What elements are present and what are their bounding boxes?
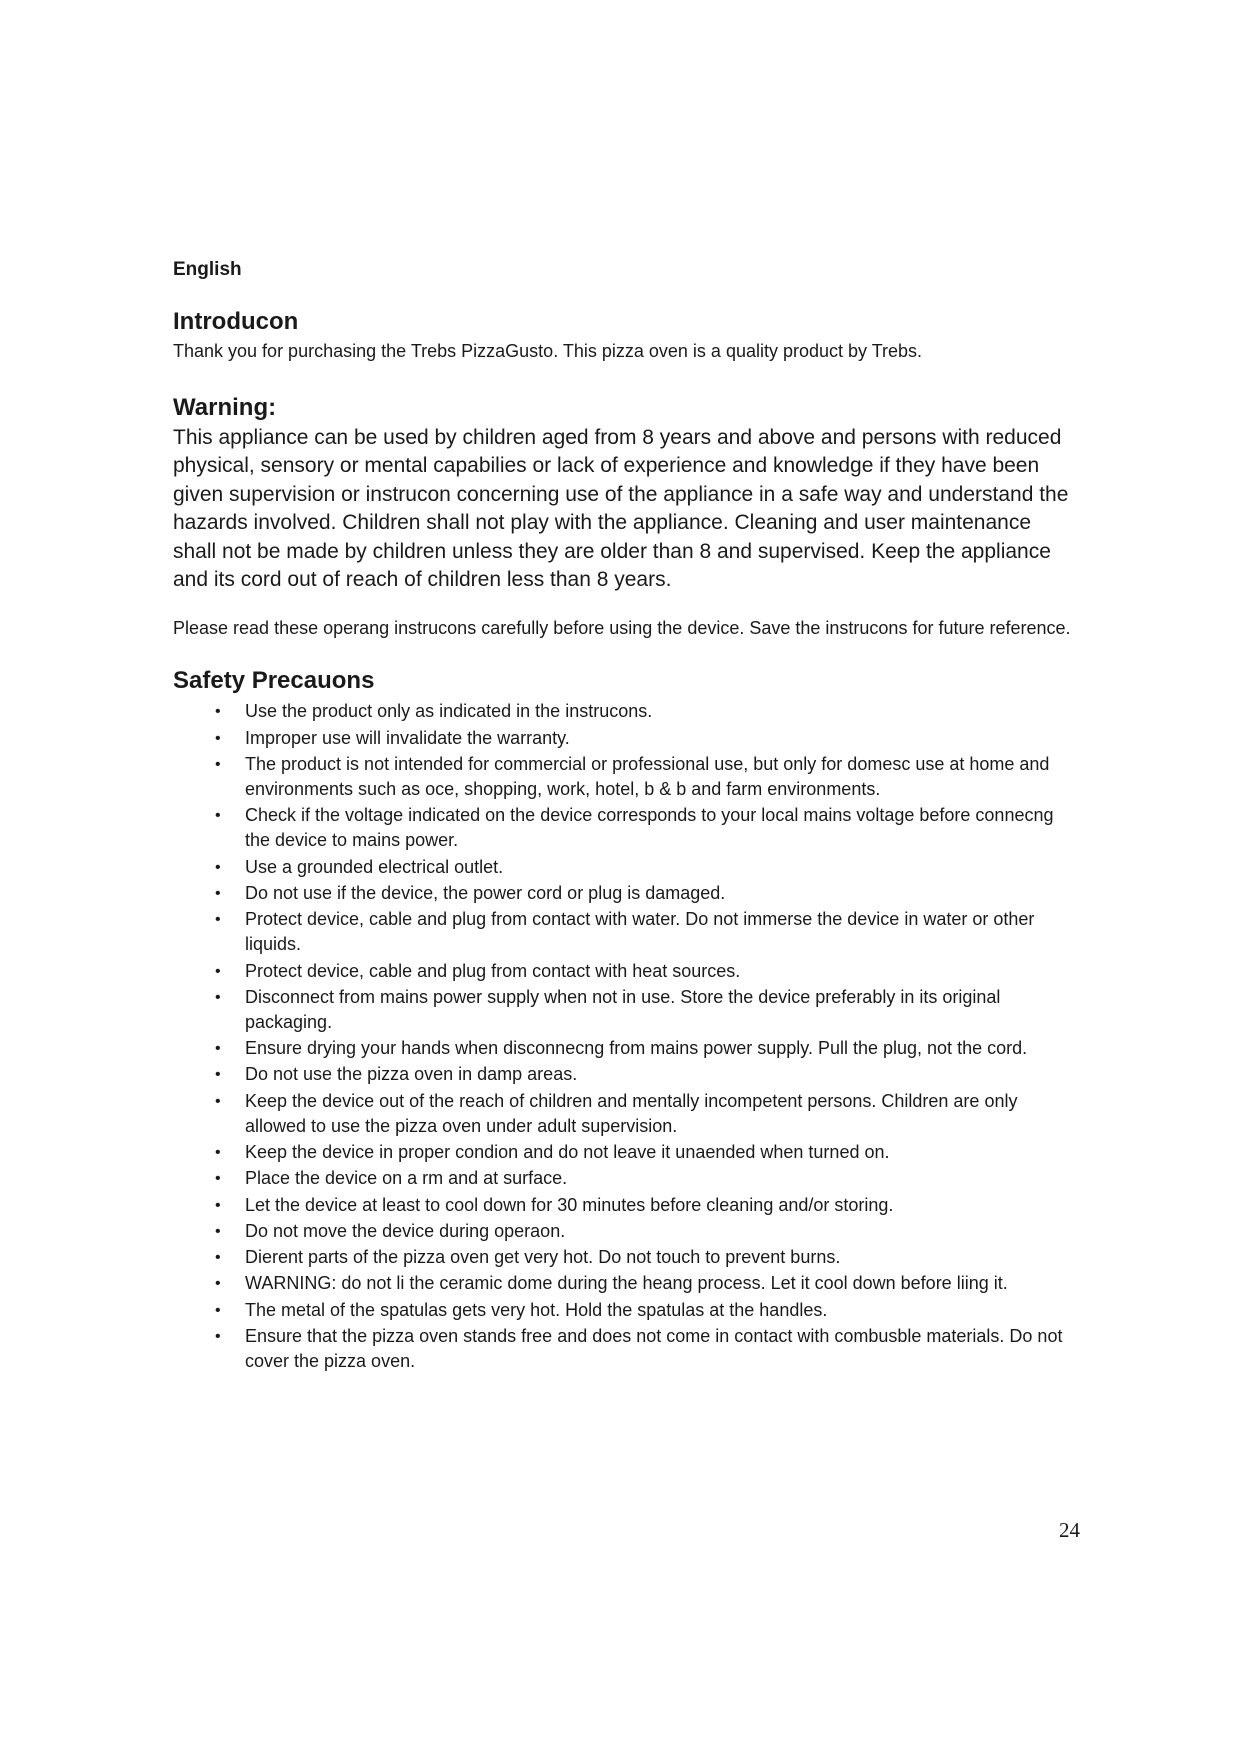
list-item xyxy=(215,1324,1073,1374)
bullet-icon: • xyxy=(215,1328,221,1346)
page-number: 24 xyxy=(1059,1518,1080,1542)
list-item xyxy=(215,959,1073,984)
bullet-icon: • xyxy=(215,1249,221,1267)
list-item-text: Let the device at least to cool down for 30 minutes before cleaning and/or storing. xyxy=(245,1194,894,1215)
list-item-text: Check if the voltage indicated on the device corresponds to your local mains voltage before connecng the device to mains power. xyxy=(245,805,1054,851)
introduction-text: Thank you for purchasing the Trebs PizzaGusto. This pizza oven is a quality product by Trebs. xyxy=(173,341,923,361)
safety-section xyxy=(173,665,1073,1374)
list-item xyxy=(215,1271,1073,1296)
list-item-text: Do not move the device during operaon. xyxy=(245,1220,566,1241)
warning-heading: Warning: xyxy=(173,394,277,421)
list-item xyxy=(215,699,1073,724)
list-item-text: Ensure drying your hands when disconnecng from mains power supply. Pull the plug, not the cord. xyxy=(245,1038,1028,1059)
bullet-icon: • xyxy=(215,884,221,902)
list-item xyxy=(215,855,1073,880)
list-item xyxy=(215,881,1073,906)
bullet-icon: • xyxy=(215,1144,221,1161)
introduction-section xyxy=(173,306,1073,364)
bullet-icon: • xyxy=(215,1066,221,1084)
list-item-text: Place the device on a rm and at surface. xyxy=(245,1168,568,1189)
bullet-icon: • xyxy=(215,1301,221,1319)
list-item xyxy=(215,1089,1073,1139)
list-item-text: Keep the device out of the reach of children and mentally incompetent persons. Children are only allowed to use the pizza oven under adult supervision. xyxy=(245,1090,1018,1136)
list-item xyxy=(215,1166,1073,1191)
list-item-text: Protect device, cable and plug from contact with water. Do not immerse the device in water or other liquids. xyxy=(245,909,1035,955)
bullet-icon: • xyxy=(215,911,221,929)
list-item xyxy=(215,726,1073,751)
list-item-text: Use the product only as indicated in the instrucons. xyxy=(245,701,653,722)
language-label: English xyxy=(173,259,242,280)
list-item-text: Keep the device in proper condion and do not leave it unaended when turned on. xyxy=(245,1142,890,1162)
list-item-text: Protect device, cable and plug from contact with heat sources. xyxy=(245,960,741,981)
bullet-icon: • xyxy=(215,1275,221,1293)
list-item-text: Ensure that the pizza oven stands free and does not come in contact with combusble materials. Do not cover the pizza oven. xyxy=(245,1326,1063,1372)
safety-heading: Safety Precauons xyxy=(173,667,375,695)
introduction-heading: Introducon xyxy=(173,308,299,335)
list-item-text: Improper use will invalidate the warranty. xyxy=(245,727,570,748)
bullet-icon: • xyxy=(215,729,221,747)
list-item xyxy=(215,907,1073,957)
bullet-icon: • xyxy=(215,1222,221,1240)
read-instructions-text: Please read these operang instrucons carefully before using the device. Save the instrucons for future reference. xyxy=(173,618,1071,639)
list-item-text: Use a grounded electrical outlet. xyxy=(245,856,504,877)
list-item xyxy=(215,803,1073,853)
bullet-icon: • xyxy=(215,807,221,825)
bullet-icon: • xyxy=(215,1196,221,1214)
list-item xyxy=(215,1245,1073,1270)
warning-text: This appliance can be used by children aged from 8 years and above and persons with reduced physical, sensory or mental capabilies or lack of experience and knowledge if they have been given supervision or instrucon concerning use of the appliance in a safe way and understand the hazards involved. Children shall not play with the appliance. Cleaning and user maintenance shall not be made by children unless they are older than 8 and supervised. Keep the appliance and its cord out of reach of children less than 8 years. xyxy=(173,426,1069,592)
safety-precautions-list xyxy=(173,699,1073,1374)
bullet-icon: • xyxy=(215,962,221,980)
list-item xyxy=(215,1140,1073,1165)
bullet-icon: • xyxy=(215,703,221,721)
bullet-icon: • xyxy=(215,988,221,1006)
list-item-text: Dierent parts of the pizza oven get very hot. Do not touch to prevent burns. xyxy=(245,1247,841,1268)
list-item-text: The product is not intended for commercial or professional use, but only for domesc use at home and environments such as oce, shopping, work, hotel, b & b and farm environments. xyxy=(245,754,1050,800)
list-item-text: WARNING: do not li the ceramic dome during the heang process. Let it cool down before liing it. xyxy=(245,1273,1008,1294)
list-item xyxy=(215,1219,1073,1244)
bullet-icon: • xyxy=(215,1040,221,1058)
list-item-text: Do not use the pizza oven in damp areas. xyxy=(245,1064,578,1085)
list-item xyxy=(215,1036,1073,1061)
bullet-icon: • xyxy=(215,756,221,774)
bullet-icon: • xyxy=(215,1092,221,1110)
list-item-text: The metal of the spatulas gets very hot. Hold the spatulas at the handles. xyxy=(245,1299,828,1320)
list-item xyxy=(215,1193,1073,1218)
warning-section xyxy=(173,392,1073,594)
list-item xyxy=(215,1298,1073,1323)
bullet-icon: • xyxy=(215,1170,221,1188)
list-item-text: Do not use if the device, the power cord or plug is damaged. xyxy=(245,882,726,903)
bullet-icon: • xyxy=(215,858,221,876)
list-item xyxy=(215,985,1073,1035)
list-item-text: Disconnect from mains power supply when not in use. Store the device preferably in its original packaging. xyxy=(245,986,1001,1032)
list-item xyxy=(215,1062,1073,1087)
list-item xyxy=(215,752,1073,802)
page-content xyxy=(173,256,1073,1375)
